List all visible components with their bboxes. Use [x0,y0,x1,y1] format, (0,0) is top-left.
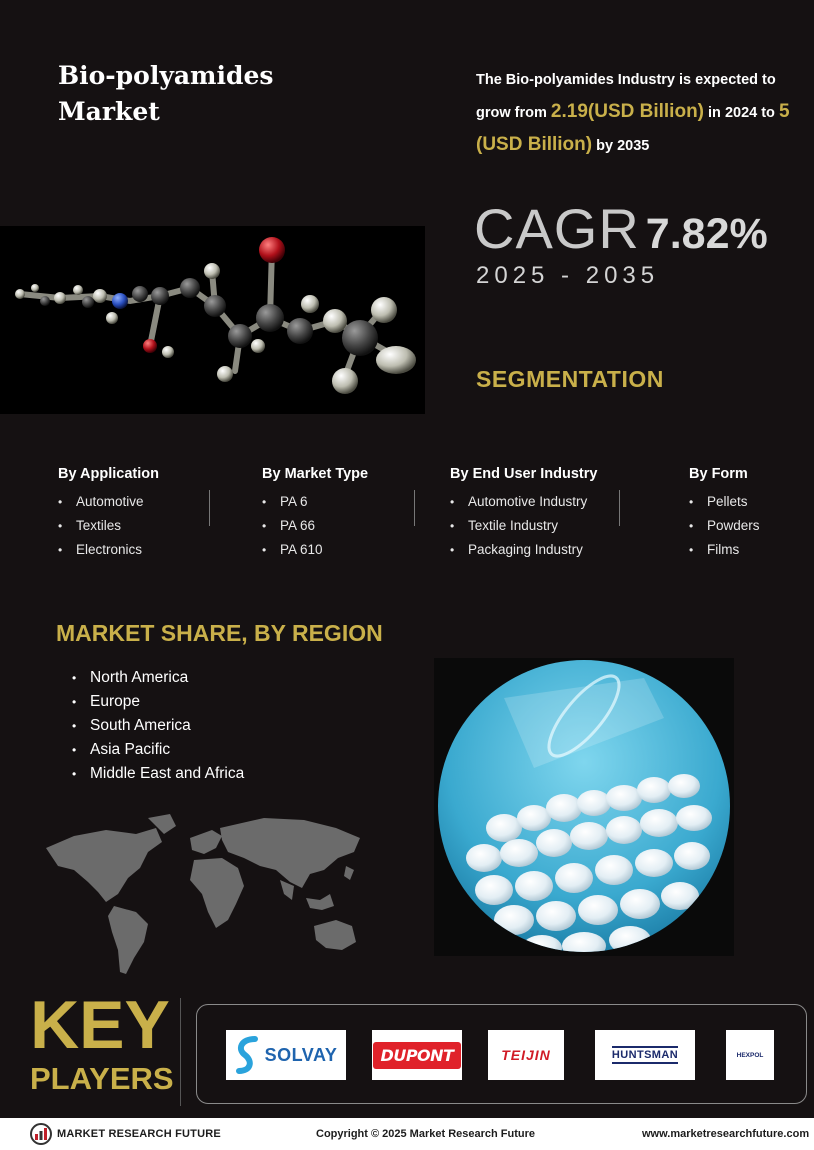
region-item: • Europe [72,690,244,714]
region-item: • Asia Pacific [72,738,244,762]
segment-heading: By Application [58,466,159,482]
pellets-image [434,658,734,956]
footer-brand [30,1122,221,1146]
segment-by-end-user-industry [450,466,597,562]
divider [209,490,210,526]
divider [180,998,181,1106]
list-item: • Films [689,538,760,562]
dupont-text: DUPONT [373,1042,462,1069]
solvay-s-icon [235,1035,261,1075]
title-line-1: Bio-polyamides [58,61,274,90]
page-title [58,58,358,130]
solvay-logo [226,1030,346,1080]
region-item: • Middle East and Africa [72,762,244,786]
cagr-value: 7.82% [645,210,768,258]
intro-text-3: by 2035 [592,138,650,154]
list-item: • Pellets [689,490,760,514]
hexpol-logo [726,1030,774,1080]
list-item: • PA 6 [262,490,368,514]
footer-brand-text: MARKET RESEARCH FUTURE [57,1128,221,1140]
cagr-block [474,196,768,261]
list-item: • Textile Industry [450,514,597,538]
footer-copyright: Copyright © 2025 Market Research Future [316,1128,536,1140]
list-item: • Electronics [58,538,159,562]
segment-by-market-type [262,466,368,562]
segment-by-application [58,466,159,562]
mrf-logo-icon [30,1123,52,1145]
players-label: PLAYERS [30,1061,174,1096]
divider [414,490,415,526]
segment-heading: By End User Industry [450,466,598,482]
list-item: • Automotive Industry [450,490,597,514]
dupont-logo [372,1030,462,1080]
huntsman-text: HUNTSMAN [612,1046,678,1064]
teijin-logo [488,1030,564,1080]
region-item: • North America [72,666,244,690]
teijin-text: TEIJIN [501,1047,551,1063]
list-item: • Textiles [58,514,159,538]
key-label: KEY [30,987,170,1063]
cagr-label: CAGR [474,197,640,260]
hexpol-text: HEXPOL [736,1051,764,1059]
intro-text-2: in 2024 to [704,105,779,121]
region-item: • South America [72,714,244,738]
divider [619,490,620,526]
segment-heading: By Form [689,466,748,482]
list-item: • Powders [689,514,760,538]
molecule-image [0,226,425,414]
growth-statement [476,64,796,162]
segmentation-title: SEGMENTATION [476,366,664,392]
end-value: 5 (USD Billion) [476,101,790,155]
start-value: 2.19(USD Billion) [550,101,704,122]
key-players-heading [30,987,174,1096]
solvay-text: SOLVAY [264,1044,338,1065]
list-item: • PA 66 [262,514,368,538]
footer-url[interactable]: www.marketresearchfuture.com [642,1128,810,1140]
segment-heading: By Market Type [262,466,369,482]
segment-by-form [689,466,760,562]
list-item: • Packaging Industry [450,538,597,562]
title-line-2: Market [58,97,160,126]
market-share-title: MARKET SHARE, BY REGION [56,620,383,646]
huntsman-logo [595,1030,695,1080]
region-list [72,666,244,786]
list-item: • PA 610 [262,538,368,562]
cagr-years: 2025 - 2035 [476,262,660,289]
intro-text-1: The Bio-polyamides Industry is expected to grow from [476,72,776,121]
list-item: • Automotive [58,490,159,514]
world-map-image [44,808,370,978]
